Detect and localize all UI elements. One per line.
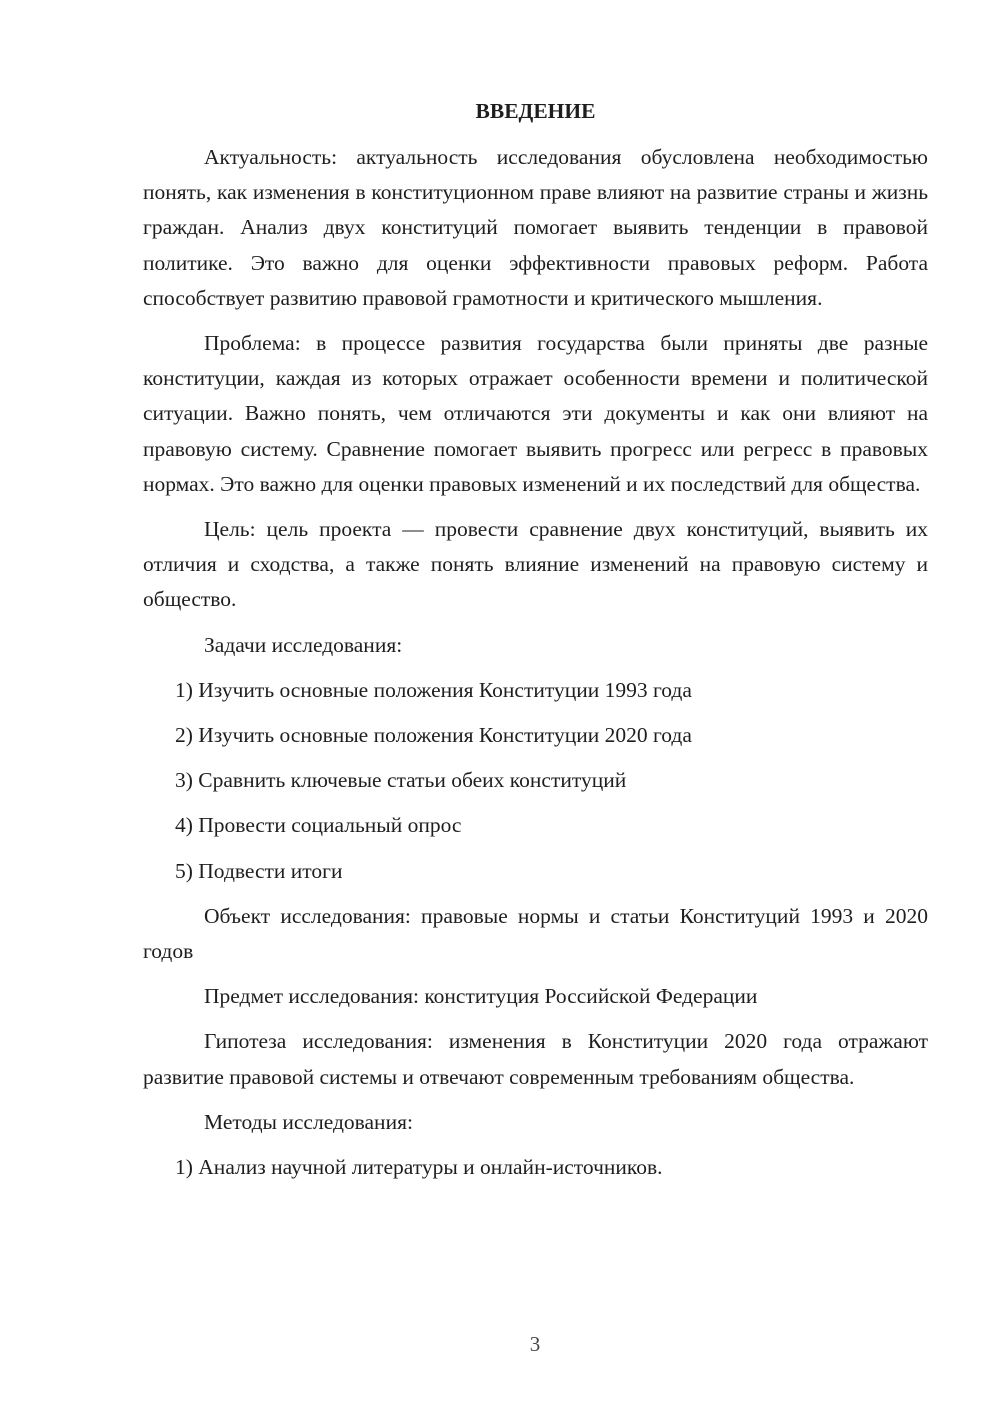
methods-heading: Методы исследования:: [204, 1109, 413, 1134]
relevance-paragraph: Актуальность: актуальность исследования обусловлена необходимостью понять, как изменения в конституционном праве влияют на развитие страны и жизнь граждан. Анализ двух конституций помогает выявить тенденции в правовой политике. Это важно для оценки эффективности правовых реформ. Работа способствует развитию правовой грамотности и критического мышления.: [143, 145, 928, 310]
methods-list: [143, 1150, 928, 1185]
task-item: 4) Провести социальный опрос: [175, 813, 462, 838]
object-paragraph: Объект исследования: правовые нормы и статьи Конституций 1993 и 2020 годов: [143, 903, 928, 964]
task-item: 1) Изучить основные положения Конституции 1993 года: [175, 677, 692, 702]
goal-paragraph: Цель: цель проекта — провести сравнение двух конституций, выявить их отличия и сходства, а также понять влияние изменений на правовую систему и общество.: [143, 517, 928, 612]
tasks-list: [143, 673, 928, 889]
subject-paragraph: Предмет исследования: конституция Российской Федерации: [204, 984, 758, 1009]
method-item: 1) Анализ научной литературы и онлайн-источников.: [175, 1155, 663, 1180]
page-number: 3: [529, 1332, 541, 1356]
tasks-heading: Задачи исследования:: [204, 632, 403, 657]
task-item: 2) Изучить основные положения Конституции 2020 года: [175, 723, 692, 748]
task-item: 3) Сравнить ключевые статьи обеих конституций: [175, 768, 627, 793]
section-title: ВВЕДЕНИЕ: [475, 99, 596, 123]
page-content: [143, 94, 928, 1195]
task-item: 5) Подвести итоги: [175, 858, 343, 883]
hypothesis-paragraph: Гипотеза исследования: изменения в Конституции 2020 года отражают развитие правовой системы и отвечают современным требованиям общества.: [143, 1029, 928, 1089]
problem-paragraph: Проблема: в процессе развития государства были приняты две разные конституции, каждая из которых отражает особенности времени и политической ситуации. Важно понять, чем отличаются эти документы и как они влияют на правовую систему. Сравнение помогает выявить прогресс или регресс в правовых нормах. Это важно для оценки правовых изменений и их последствий для общества.: [143, 331, 928, 496]
